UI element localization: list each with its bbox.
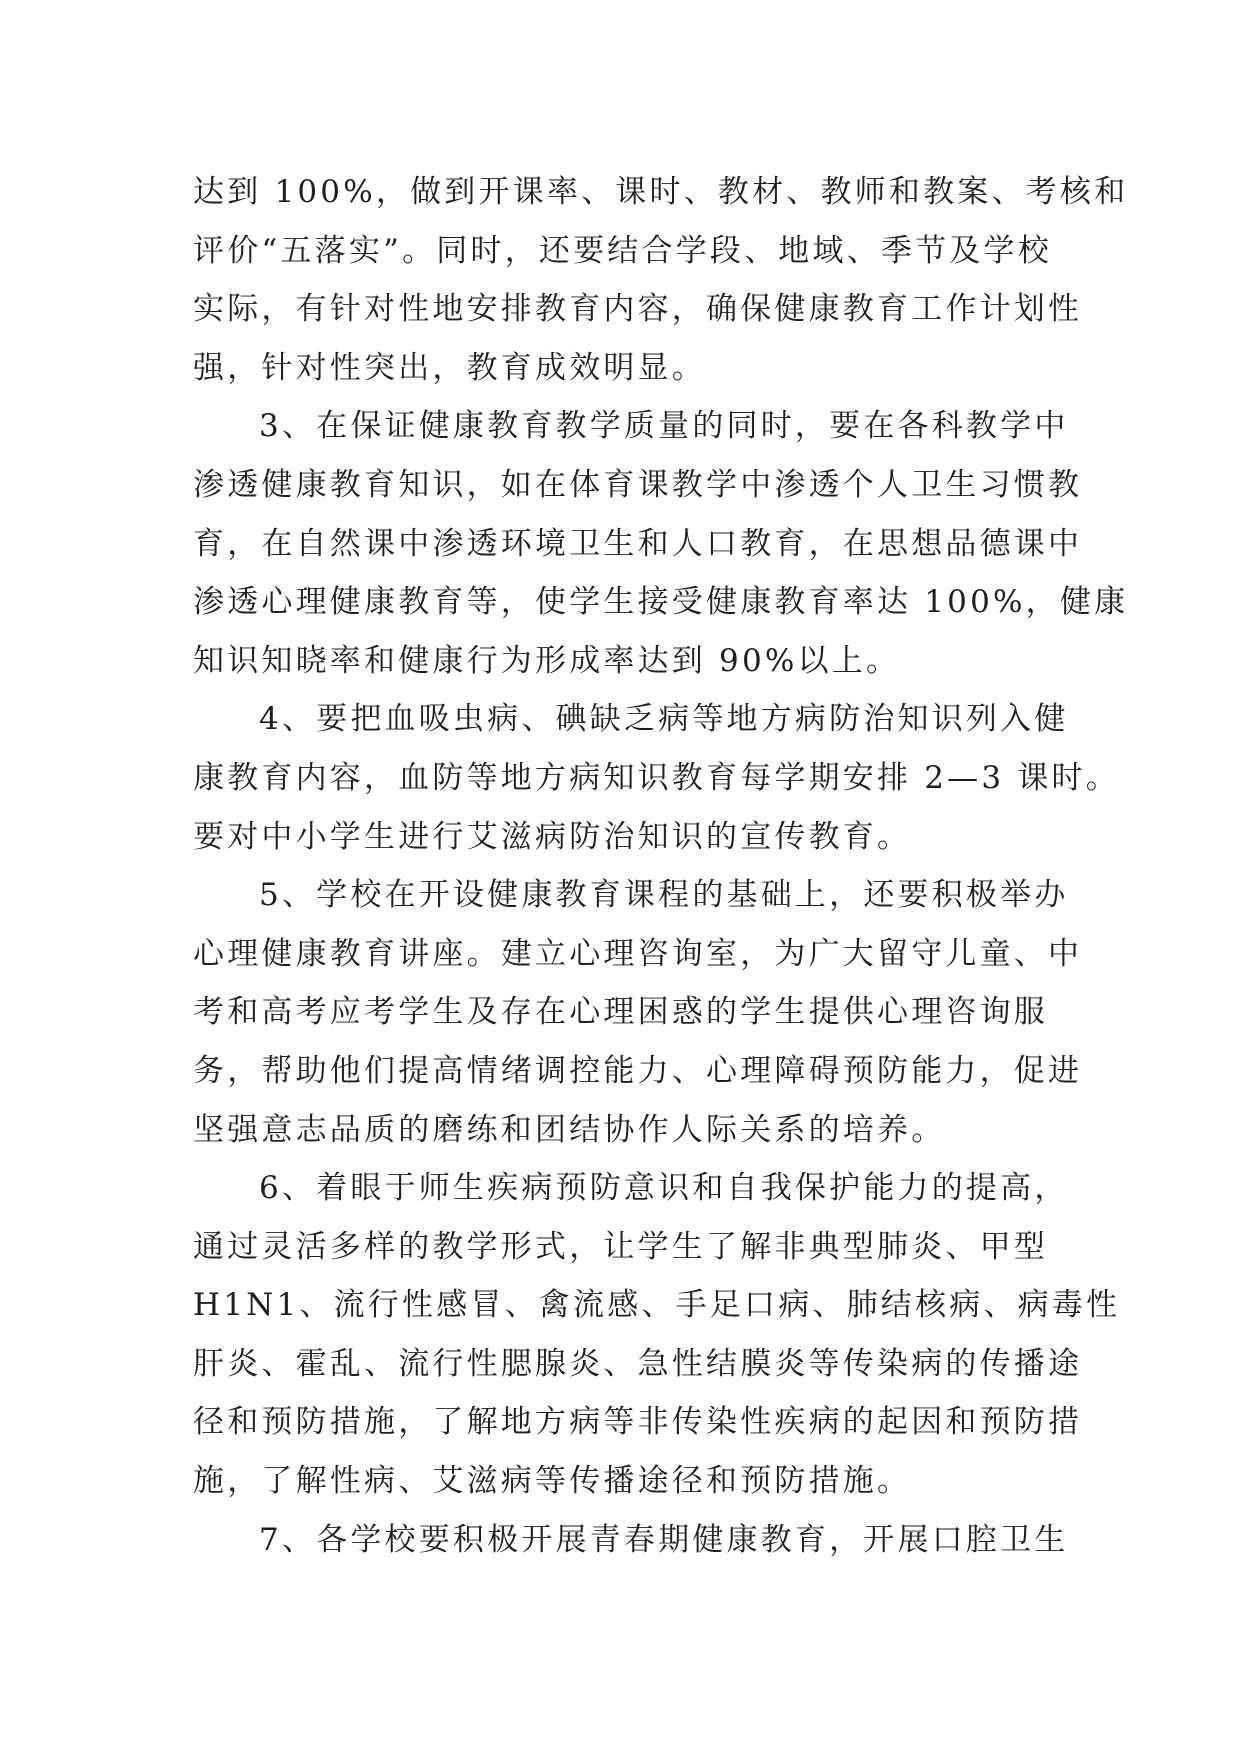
text-line: 坚强意志品质的磨练和团结协作人际关系的培养。 bbox=[193, 1111, 946, 1148]
text-line: 通过灵活多样的教学形式，让学生了解非典型肺炎、甲型 bbox=[193, 1228, 1048, 1265]
text-line: 知识知晓率和健康行为形成率达到 90%以上。 bbox=[193, 642, 901, 679]
text-line: 要对中小学生进行艾滋病防治知识的宣传教育。 bbox=[193, 818, 912, 855]
text-line: 务，帮助他们提高情绪调控能力、心理障碍预防能力，促进 bbox=[193, 1052, 1083, 1089]
text-line: 强，针对性突出，教育成效明显。 bbox=[193, 349, 706, 386]
text-line: 评价“五落实”。同时，还要结合学段、地域、季节及学校 bbox=[193, 232, 1052, 269]
text-line: 达到 100%，做到开课率、课时、教材、教师和教案、考核和 bbox=[193, 174, 1129, 210]
text-line: 肝炎、霍乱、流行性腮腺炎、急性结膜炎等传染病的传播途 bbox=[193, 1345, 1083, 1382]
text-line: 心理健康教育讲座。建立心理咨询室，为广大留守儿童、中 bbox=[193, 935, 1083, 972]
text-line: H1N1、流行性感冒、禽流感、手足口病、肺结核病、病毒性 bbox=[193, 1287, 1121, 1324]
text-line: 育，在自然课中渗透环境卫生和人口教育，在思想品德课中 bbox=[193, 525, 1083, 562]
text-line: 实际，有针对性地安排教育内容，确保健康教育工作计划性 bbox=[193, 291, 1083, 328]
paragraph-start-line: 5、学校在开设健康教育课程的基础上，还要积极举办 bbox=[259, 877, 1069, 914]
paragraph-start-line: 6、着眼于师生疾病预防意识和自我保护能力的提高， bbox=[259, 1170, 1069, 1207]
text-line: 康教育内容，血防等地方病知识教育每学期安排 2—3 课时。 bbox=[193, 759, 1120, 796]
paragraph-start-line: 4、要把血吸虫病、碘缺乏病等地方病防治知识列入健 bbox=[259, 701, 1069, 738]
paragraph-start-line: 3、在保证健康教育教学质量的同时，要在各科教学中 bbox=[259, 408, 1069, 445]
paragraph-start-line: 7、各学校要积极开展青春期健康教育，开展口腔卫生 bbox=[259, 1521, 1069, 1558]
text-line: 径和预防措施，了解地方病等非传染性疾病的起因和预防措 bbox=[193, 1404, 1083, 1441]
text-line: 考和高考应考学生及存在心理困惑的学生提供心理咨询服 bbox=[193, 994, 1048, 1031]
text-line: 渗透健康教育知识，如在体育课教学中渗透个人卫生习惯教 bbox=[193, 466, 1083, 503]
text-line: 渗透心理健康教育等，使学生接受健康教育率达 100%，健康 bbox=[193, 584, 1129, 621]
body-text bbox=[193, 163, 1129, 1569]
text-line: 施，了解性病、艾滋病等传播途径和预防措施。 bbox=[193, 1463, 912, 1500]
